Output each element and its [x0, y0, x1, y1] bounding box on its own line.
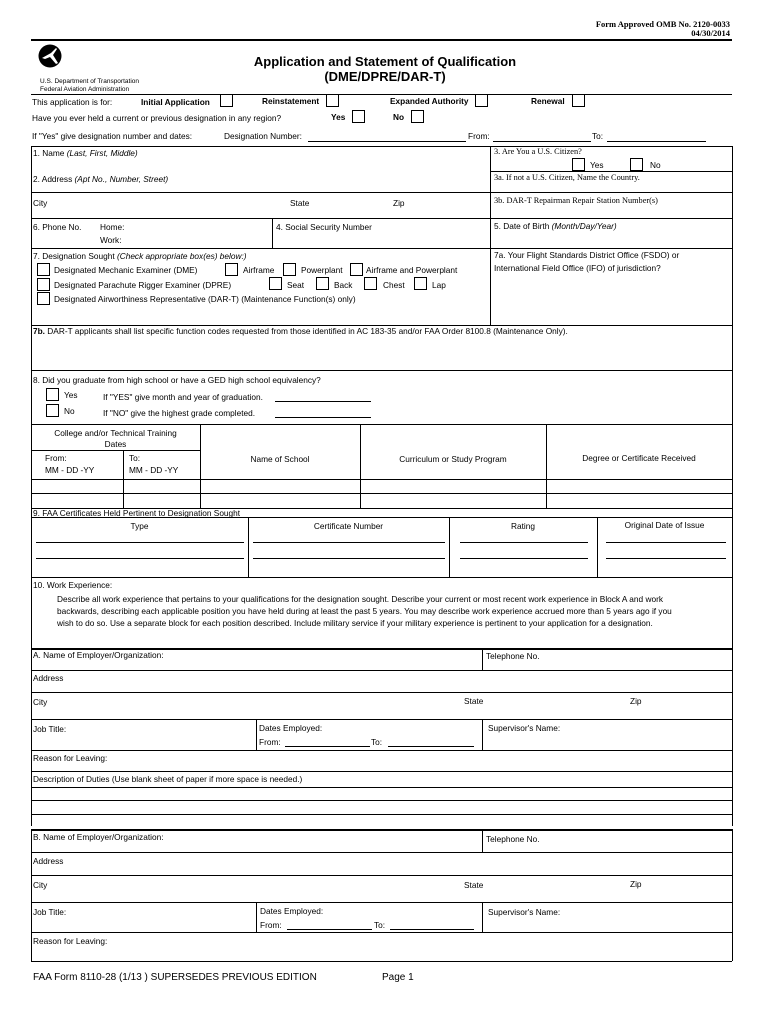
reinstatement-checkbox[interactable] [326, 94, 339, 107]
header-rule [31, 39, 732, 41]
zip-label: Zip [393, 198, 405, 208]
border [732, 829, 733, 961]
rule [31, 424, 732, 425]
dpre-checkbox[interactable] [37, 278, 50, 291]
renewal-label: Renewal [531, 96, 565, 106]
dob-label: 5. Date of Birth (Month/Day/Year) [494, 221, 617, 231]
prev-from-label: From: [468, 131, 490, 141]
state-b-label: State [464, 880, 484, 890]
cert-type-header: Type [130, 521, 149, 531]
airframe-label: Airframe [243, 265, 275, 275]
address-a-label: Address [33, 673, 64, 683]
rule [31, 787, 732, 788]
work-experience-text-3: wish to do so. Use a separate block for each position described. Include military service if your military experience is pertinent to your application for a designation. [57, 618, 653, 628]
app-type-label: This application is for: [32, 97, 113, 107]
zip-b-label: Zip [630, 879, 642, 889]
graduated-yes-hint: If "YES" give month and year of graduation. [103, 392, 263, 402]
divider [482, 902, 483, 932]
rule [31, 875, 732, 876]
rule [490, 171, 732, 172]
powerplant-checkbox[interactable] [283, 263, 296, 276]
edu-to-format: MM - DD -YY [129, 465, 179, 475]
ssn-label: 4. Social Security Number [276, 222, 372, 232]
employer-b-label: B. Name of Employer/Organization: [33, 832, 164, 842]
form-number: FAA Form 8110-28 (1/13 ) SUPERSEDES PREVIOUS EDITION [33, 972, 317, 983]
rule [31, 902, 732, 903]
expanded-authority-label: Expanded Authority [390, 96, 469, 106]
cert-row-line[interactable] [253, 558, 445, 559]
divider [490, 146, 491, 325]
employed-from-b-label: From: [260, 920, 282, 930]
graduation-date-field[interactable] [275, 401, 371, 402]
cert-row-line[interactable] [253, 542, 445, 543]
divider [256, 719, 257, 750]
prev-to-field[interactable] [607, 141, 706, 142]
designation-number-field[interactable] [308, 141, 466, 142]
rule [31, 829, 732, 831]
rule [31, 517, 732, 518]
rule [31, 479, 732, 480]
rule [31, 94, 732, 95]
state-label: State [290, 198, 310, 208]
divider [200, 424, 201, 508]
employed-from-a-label: From: [259, 737, 281, 747]
divider [482, 648, 483, 670]
rule [31, 218, 732, 219]
degree-header: Degree or Certificate Received [582, 453, 696, 463]
rating-header: Rating [511, 521, 535, 531]
left-border [31, 146, 32, 674]
rule [31, 852, 732, 853]
agency-name: Federal Aviation Administration [40, 86, 130, 93]
employed-from-b-field[interactable] [287, 929, 372, 930]
rule [31, 248, 732, 249]
citizen-no-checkbox[interactable] [630, 158, 643, 171]
seat-label: Seat [287, 280, 305, 290]
work-phone-label: Work: [100, 235, 122, 245]
cert-row-line[interactable] [606, 558, 726, 559]
job-title-b-label: Job Title: [33, 907, 67, 917]
rule [31, 692, 732, 693]
employed-to-b-field[interactable] [390, 929, 474, 930]
cert-row-line[interactable] [606, 542, 726, 543]
citizen-question: 3. Are You a U.S. Citizen? [494, 147, 582, 156]
divider [482, 829, 483, 852]
rule [31, 719, 732, 720]
rule [31, 493, 732, 494]
graduated-no-hint: If "NO" give the highest grade completed. [103, 408, 256, 418]
back-label: Back [334, 280, 353, 290]
original-date-header: Original Date of Issue [624, 520, 705, 530]
page-subtitle: (DME/DPRE/DAR-T) [324, 69, 446, 84]
chest-checkbox[interactable] [364, 277, 377, 290]
edu-from-format: MM - DD -YY [45, 465, 95, 475]
previous-designation-question: Have you ever held a current or previous designation in any region? [32, 113, 282, 123]
edu-to-label: To: [129, 453, 141, 463]
fsdo-label-line1: 7a. Your Flight Standards District Office (FSDO) or [494, 250, 680, 260]
designation-number-label: Designation Number: [224, 131, 302, 141]
work-experience-text-2: backwards, describing each applicable position you have held during at least the past 5 years. You may describe work experience accrued more than 5 years ago if you [57, 606, 672, 616]
back-checkbox[interactable] [316, 277, 329, 290]
city-a-label: City [33, 697, 48, 707]
rule [31, 370, 732, 371]
graduated-yes-checkbox[interactable] [46, 388, 59, 401]
prev-yes-checkbox[interactable] [352, 110, 365, 123]
city-label: City [33, 198, 48, 208]
border [732, 648, 733, 826]
if-yes-label: If "Yes" give designation number and dates: [32, 131, 193, 141]
cert-row-line[interactable] [36, 558, 244, 559]
city-b-label: City [33, 880, 48, 890]
repair-station-label: 3b. DAR-T Repairman Repair Station Number(s) [494, 196, 658, 205]
initial-application-label: Initial Application [141, 97, 210, 107]
chest-label: Chest [383, 280, 405, 290]
reinstatement-label: Reinstatement [262, 96, 320, 106]
airframe-checkbox[interactable] [225, 263, 238, 276]
page-title: Application and Statement of Qualification [253, 54, 517, 69]
renewal-checkbox[interactable] [572, 94, 585, 107]
divider [546, 424, 547, 508]
divider [360, 424, 361, 508]
dept-name: U.S. Department of Transportation [40, 78, 139, 85]
rule [31, 450, 200, 451]
work-experience-text-1: Describe all work experience that pertains to your qualifications for the designation sought. Describe your current or most recent work experience in Block A and work [57, 594, 663, 604]
fsdo-label-line2: International Field Office (IFO) of jurisdiction? [494, 263, 661, 273]
dates-employed-a-label: Dates Employed: [259, 723, 323, 733]
rule [31, 800, 732, 801]
cert-row-line[interactable] [460, 558, 588, 559]
dme-label: Designated Mechanic Examiner (DME) [54, 265, 198, 275]
supervisor-b-label: Supervisor's Name: [488, 907, 561, 917]
dpre-label: Designated Parachute Rigger Examiner (DPRE) [54, 280, 232, 290]
citizen-no-label: No [650, 160, 661, 170]
rule [31, 577, 732, 578]
prev-yes-label: Yes [331, 112, 346, 122]
prev-no-checkbox[interactable] [411, 110, 424, 123]
highest-grade-field[interactable] [275, 417, 371, 418]
phone-label: 6. Phone No. [33, 222, 82, 232]
divider [272, 218, 273, 248]
rule [31, 961, 732, 962]
lap-checkbox[interactable] [414, 277, 427, 290]
job-title-a-label: Job Title: [33, 724, 67, 734]
rule [31, 932, 732, 933]
right-border [732, 146, 733, 674]
graduated-no-label: No [64, 406, 75, 416]
phone-b-label: Telephone No. [486, 834, 540, 844]
employed-to-a-field[interactable] [388, 746, 474, 747]
edu-from-label: From: [45, 453, 67, 463]
curriculum-header: Curriculum or Study Program [399, 454, 507, 464]
airframe-powerplant-label: Airframe and Powerplant [366, 265, 458, 275]
border [31, 829, 32, 961]
address-label: 2. Address (Apt No., Number, Street) [33, 174, 169, 184]
citizen-yes-label: Yes [590, 160, 604, 170]
graduation-question: 8. Did you graduate from high school or have a GED high school equivalency? [33, 375, 321, 385]
rule [31, 146, 732, 147]
lap-label: Lap [432, 280, 446, 290]
name-label: 1. Name (Last, First, Middle) [33, 148, 138, 158]
citizen-country-label: 3a. If not a U.S. Citizen, Name the Country. [494, 173, 640, 182]
home-phone-label: Home: [100, 222, 125, 232]
powerplant-label: Powerplant [301, 265, 343, 275]
reason-leaving-a-label: Reason for Leaving: [33, 753, 108, 763]
dates-employed-b-label: Dates Employed: [260, 906, 324, 916]
airframe-powerplant-checkbox[interactable] [350, 263, 363, 276]
employer-a-label: A. Name of Employer/Organization: [33, 650, 164, 660]
college-header: College and/or Technical Training [54, 428, 177, 438]
prev-from-field[interactable] [493, 141, 591, 142]
school-header: Name of School [250, 454, 310, 464]
graduated-yes-label: Yes [64, 390, 78, 400]
phone-a-label: Telephone No. [486, 651, 540, 661]
employed-from-a-field[interactable] [285, 746, 370, 747]
prev-to-label: To: [592, 131, 604, 141]
cert-number-header: Certificate Number [313, 521, 384, 531]
omb-date: 04/30/2014 [691, 28, 730, 38]
employed-to-b-label: To: [374, 920, 386, 930]
omb-number: Form Approved OMB No. 2120-0033 [595, 19, 730, 29]
function-codes-label: 7b. DAR-T applicants shall list specific function codes requested from those identified in AC 183-35 and/or FAA Order 8100.8 (Maintenance Only). [33, 326, 568, 336]
seat-checkbox[interactable] [269, 277, 282, 290]
rule [31, 814, 732, 815]
divider [256, 902, 257, 932]
cert-row-line[interactable] [36, 542, 244, 543]
dates-header: Dates [104, 439, 127, 449]
citizen-yes-checkbox[interactable] [572, 158, 585, 171]
rule [31, 192, 732, 193]
reason-leaving-b-label: Reason for Leaving: [33, 936, 108, 946]
rule [31, 771, 732, 772]
supervisor-a-label: Supervisor's Name: [488, 723, 561, 733]
certificates-title: 9. FAA Certificates Held Pertinent to Designation Sought [33, 508, 241, 518]
work-experience-title: 10. Work Experience: [33, 580, 113, 590]
state-a-label: State [464, 696, 484, 706]
dart-label: Designated Airworthiness Representative (DAR-T) (Maintenance Function(s) only) [54, 294, 356, 304]
cert-row-line[interactable] [460, 542, 588, 543]
duties-a-label: Description of Duties (Use blank sheet of paper if more space is needed.) [33, 774, 303, 784]
prev-no-label: No [393, 112, 405, 122]
rule [31, 750, 732, 751]
rule [31, 670, 732, 671]
dart-checkbox[interactable] [37, 292, 50, 305]
initial-application-checkbox[interactable] [220, 94, 233, 107]
designation-sought-label: 7. Designation Sought (Check appropriate box(es) below:) [33, 251, 247, 261]
expanded-authority-checkbox[interactable] [475, 94, 488, 107]
divider [482, 719, 483, 750]
employed-to-a-label: To: [371, 737, 383, 747]
dme-checkbox[interactable] [37, 263, 50, 276]
page-number: Page 1 [382, 972, 414, 983]
address-b-label: Address [33, 856, 64, 866]
graduated-no-checkbox[interactable] [46, 404, 59, 417]
zip-a-label: Zip [630, 696, 642, 706]
